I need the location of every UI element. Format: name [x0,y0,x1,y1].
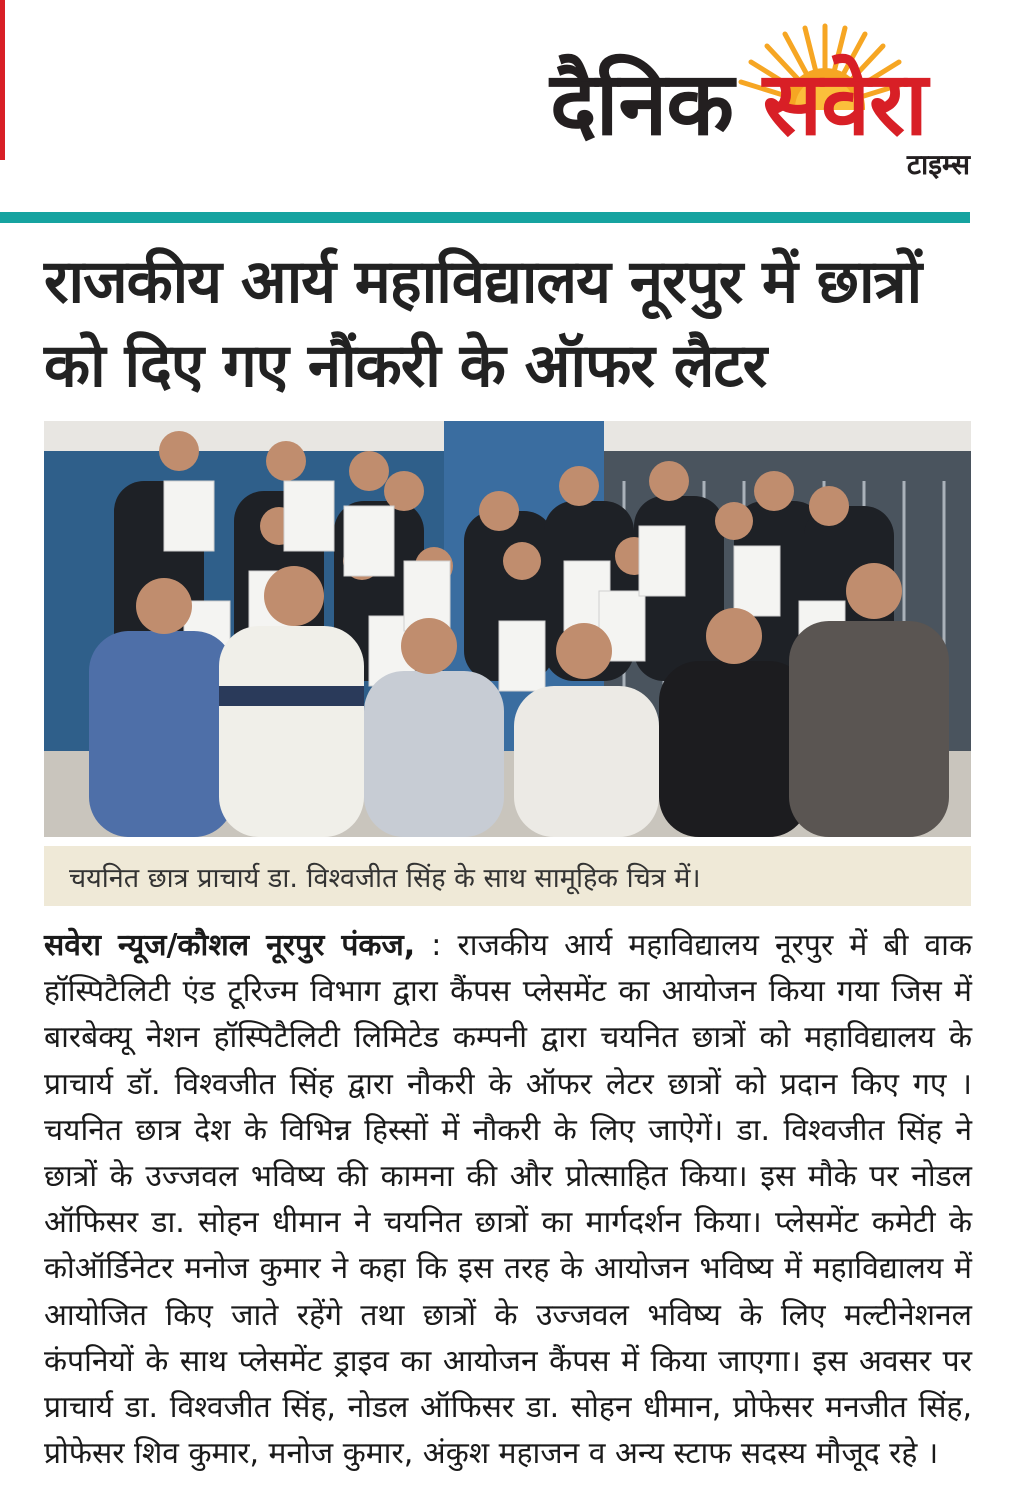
article-text: : राजकीय आर्य महाविद्यालय नूरपुर में बी वाक हॉस्पिटैलिटी एंड टूरिज्म विभाग द्वारा कैंपस प्लेसमेंट का आयोजन किया गया जिस में बारबेक्यू नेशन हॉस्पिटैलिटी लिमिटेड कम्पनी द्वारा चयनित छात्रों को महाविद्यालय के प्राचार्य डॉ. विश्वजीत सिंह द्वारा नौकरी के ऑफर लेटर छात्रों को प्रदान किए गए । चयनित छात्र देश के विभिन्न हिस्सों में नौकरी के लिए जाऐगें। डा. विश्वजीत सिंह ने छात्रों के उज्जवल भविष्य की कामना की और प्रोत्साहित किया। इस मौके पर नोडल ऑफिसर डा. सोहन धीमान ने चयनित छात्रों का मार्गदर्शन किया। प्लेसमेंट कमेटी के कोऑर्डिनेटर मनोज कुमार ने कहा कि इस तरह के आयोजन भविष्य में महाविद्यालय में आयोजित किए जाते रहेंगे तथा छात्रों के उज्जवल भविष्य के लिए मल्टीनेशनल कंपनियों के साथ प्लेसमेंट ड्राइव का आयोजन कैंपस में किया जाएगा। इस अवसर पर प्राचार्य डा. विश्वजीत सिंह, नोडल ऑफिसर डा. सोहन धीमान, प्रोफेसर मनजीत सिंह, प्रोफेसर शिव कुमार, मनोज कुमार, अंकुश महाजन व अन्य स्टाफ सदस्य मौजूद रहे । [44,928,972,1472]
article-dateline: सवेरा न्यूज/कौशल नूरपुर पंकज, [44,928,416,963]
masthead [550,20,970,190]
group-photo [44,421,971,837]
headline: राजकीय आर्य महाविद्यालय नूरपुर में छात्रों को दिए गए नौंकरी के ऑफर लैटर [44,247,922,401]
logo-subtitle: टाइम्स [906,148,970,181]
newspaper-logo [550,52,927,155]
logo-name-red: सवेरा [762,52,927,155]
header-rule [0,212,970,223]
photo-caption: चयनित छात्र प्राचार्य डा. विश्वजीत सिंह के साथ सामूहिक चित्र में। [69,862,701,894]
article-body [44,923,972,1477]
page-edge-marker [0,0,5,160]
photo-caption-box [44,846,971,906]
logo-name-black: दैनिक [550,52,733,155]
